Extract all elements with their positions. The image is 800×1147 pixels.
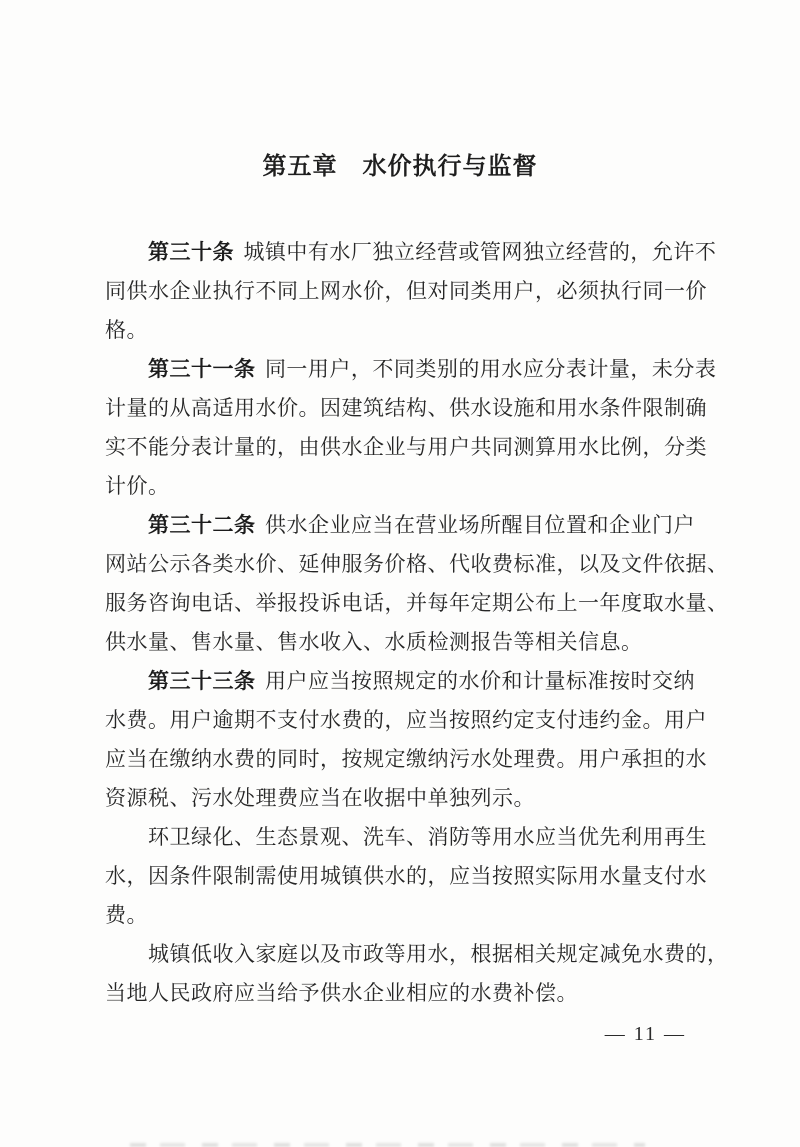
text-line [105, 272, 707, 311]
article-paragraph [105, 233, 717, 350]
line-text: 计价。 [105, 474, 170, 498]
article-number: 第三十一条 [148, 358, 256, 381]
line-text: 计量的从高适用水价。因建筑结构、供水设施和用水条件限制确 [105, 396, 707, 420]
article-paragraph [105, 662, 707, 818]
text-line [105, 311, 695, 350]
article-number: 第三十三条 [148, 670, 256, 693]
chapter-heading: 第五章 水价执行与监督 [262, 153, 538, 180]
line-text: 格。 [105, 318, 148, 342]
line-text: 水费。用户逾期不支付水费的，应当按照约定支付违约金。用户 [105, 708, 707, 732]
text-line [105, 779, 695, 818]
text-line [105, 350, 717, 389]
scan-artifact [130, 1143, 645, 1147]
article-paragraph [105, 935, 729, 1013]
page-number: — 11 — [604, 1023, 686, 1045]
text-line [105, 740, 707, 779]
text-line [105, 896, 695, 935]
text-line [105, 428, 707, 467]
line-text: 费。 [105, 903, 148, 927]
line-text: 供水企业应当在营业场所醒目位置和企业门户 [264, 513, 696, 537]
line-text: 环卫绿化、生态景观、洗车、消防等用水应当优先利用再生 [148, 825, 707, 849]
text-line [105, 818, 707, 857]
text-line [105, 935, 729, 974]
article-paragraph [105, 350, 717, 506]
text-line [105, 506, 695, 545]
article-paragraph [105, 506, 729, 662]
article-number: 第三十二条 [148, 514, 256, 537]
text-line [105, 545, 729, 584]
article-paragraph [105, 818, 707, 935]
line-text: 供水量、售水量、售水收入、水质检测报告等相关信息。 [105, 630, 643, 654]
line-text: 城镇中有水厂独立经营或管网独立经营的，允许不 [243, 240, 717, 264]
text-line [105, 467, 695, 506]
line-text: 城镇低收入家庭以及市政等用水，根据相关规定减免水费的， [148, 942, 729, 966]
text-line [105, 233, 717, 272]
line-text: 网站公示各类水价、延伸服务价格、代收费标准，以及文件依据、 [105, 552, 729, 576]
line-text: 实不能分表计量的，由供水企业与用户共同测算用水比例，分类 [105, 435, 707, 459]
text-line [105, 389, 707, 428]
text-line [105, 584, 729, 623]
text-line [105, 623, 695, 662]
text-line [105, 857, 707, 896]
line-text: 用户应当按照规定的水价和计量标准按时交纳 [264, 669, 696, 693]
article-number: 第三十条 [148, 241, 234, 264]
line-text: 当地人民政府应当给予供水企业相应的水费补偿。 [105, 981, 578, 1005]
line-text: 应当在缴纳水费的同时，按规定缴纳污水处理费。用户承担的水 [105, 747, 707, 771]
line-text: 服务咨询电话、举报投诉电话，并每年定期公布上一年度取水量、 [105, 591, 729, 615]
text-line [105, 974, 695, 1013]
line-text: 同一用户，不同类别的用水应分表计量，未分表 [264, 357, 717, 381]
text-line [105, 701, 707, 740]
line-text: 水，因条件限制需使用城镇供水的，应当按照实际用水量支付水 [105, 864, 707, 888]
text-line [105, 662, 695, 701]
document-body [105, 233, 729, 1013]
line-text: 资源税、污水处理费应当在收据中单独列示。 [105, 786, 535, 810]
line-text: 同供水企业执行不同上网水价，但对同类用户，必须执行同一价 [105, 279, 707, 303]
